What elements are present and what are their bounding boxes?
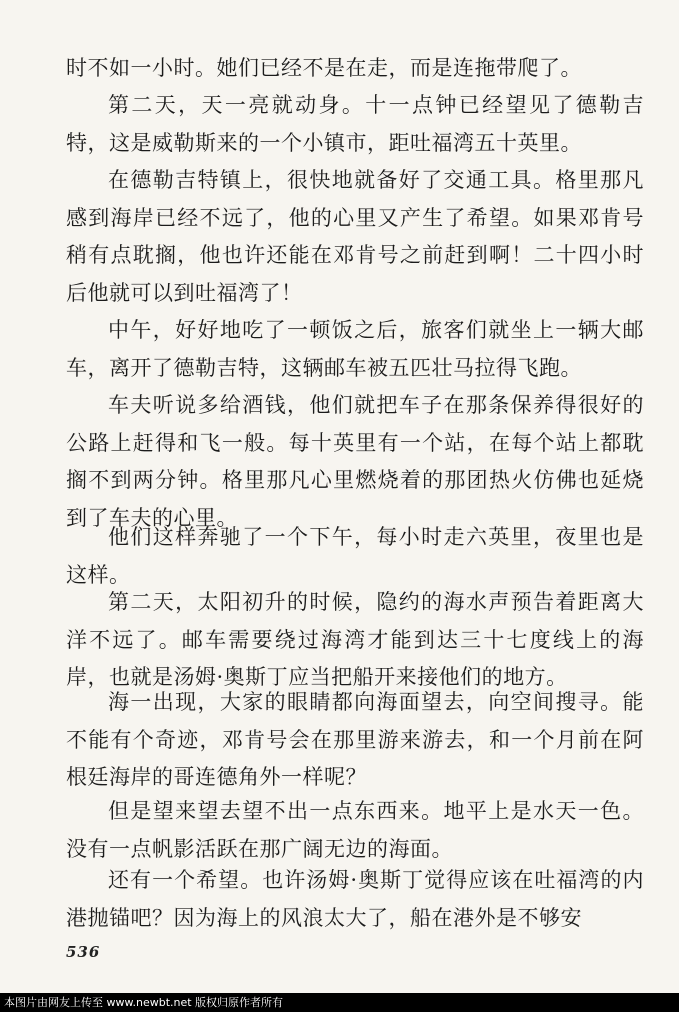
paragraph-7: 第二天，太阳初升的时候，隐约的海水声预告着距离大洋不远了。邮车需要绕过海湾才能到达三十七度线上的海岸，也就是汤姆·奥斯丁应当把船开来接他们的地方。 bbox=[66, 590, 644, 689]
paragraph-10: 还有一个希望。也许汤姆·奥斯丁觉得应该在吐福湾的内港抛锚吧？因为海上的风浪太大了，船在港外是不够安 bbox=[66, 868, 644, 930]
paragraph-2: 第二天，天一亮就动身。十一点钟已经望见了德勒吉特，这是威勒斯来的一个小镇市，距吐福湾五十英里。 bbox=[66, 93, 644, 155]
paragraph-3: 在德勒吉特镇上，很快地就备好了交通工具。格里那凡感到海岸已经不远了，他的心里又产生了希望。如果邓肯号稍有点耽搁，他也许还能在邓肯号之前赶到啊！二十四小时后他就可以到吐福湾了！ bbox=[66, 168, 644, 305]
paragraph-8: 海一出现，大家的眼睛都向海面望去，向空间搜寻。能不能有个奇迹，邓肯号会在那里游来游去，和一个月前在阿根廷海岸的哥连德角外一样呢？ bbox=[66, 690, 644, 789]
paragraph-6: 他们这样奔驰了一个下午，每小时走六英里，夜里也是这样。 bbox=[66, 525, 644, 587]
paragraph-5: 车夫听说多给酒钱，他们就把车子在那条保养得很好的公路上赶得和飞一般。每十英里有一个站，在每个站上都耽搁不到两分钟。格里那凡心里燃烧着的那团热火仿佛也延烧到了车夫的心里。 bbox=[66, 393, 644, 530]
paragraph-1: 时不如一小时。她们已经不是在走，而是连拖带爬了。 bbox=[66, 56, 582, 80]
paragraph-9: 但是望来望去望不出一点东西来。地平上是水天一色。没有一点帆影活跃在那广阔无边的海面。 bbox=[66, 799, 644, 861]
paragraph-4: 中午，好好地吃了一顿饭之后，旅客们就坐上一辆大邮车，离开了德勒吉特，这辆邮车被五匹壮马拉得飞跑。 bbox=[66, 318, 644, 380]
page-number: 536 bbox=[66, 943, 101, 961]
watermark-banner: 本图片由网友上传至 www.newbt.net 版权归原作者所有 bbox=[0, 993, 679, 1012]
